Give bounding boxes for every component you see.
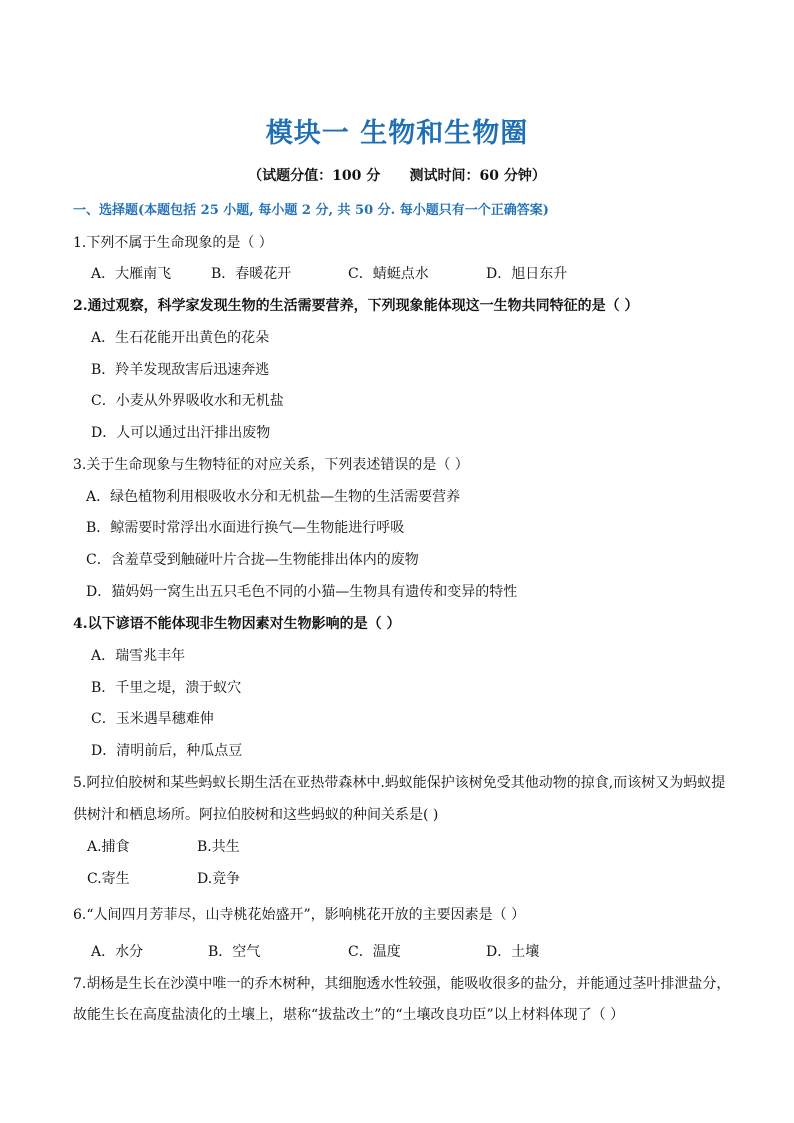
question-5-option-c: C.寄生 <box>87 871 130 887</box>
question-6-option-a: A．水分 <box>91 944 144 960</box>
question-1-option-b: B．春暖花开 <box>211 266 292 282</box>
question-3-option-b: B．鲸需要时常浮出水面进行换气—生物能进行呼吸 <box>86 520 405 536</box>
page-title: 模块一 生物和生物圈 <box>265 118 529 149</box>
question-1-stem: 1.下列不属于生命现象的是（ ） <box>73 235 273 251</box>
question-7-stem-line-1: 7.胡杨是生长在沙漠中唯一的乔木树种，其细胞透水性较强，能吸收很多的盐分，并能通过茎叶排泄盐分， <box>73 976 731 992</box>
question-2-option-d: D．人可以通过出汗排出废物 <box>91 425 271 441</box>
question-4-option-a: A．瑞雪兆丰年 <box>91 648 186 664</box>
question-5-option-b: B.共生 <box>197 839 240 855</box>
question-6-option-c: C．温度 <box>348 944 401 960</box>
question-3-stem: 3.关于生命现象与生物特征的对应关系，下列表述错误的是（ ） <box>73 457 469 473</box>
question-6-stem: 6.“人间四月芳菲尽，山寺桃花始盛开”，影响桃花开放的主要因素是（ ） <box>73 907 526 923</box>
question-5-option-a: A.捕食 <box>87 839 130 855</box>
question-3-option-d: D．猫妈妈一窝生出五只毛色不同的小猫—生物具有遗传和变异的特性 <box>86 584 518 600</box>
question-7-stem-line-2: 故能生长在高度盐渍化的土壤上，堪称“拔盐改土”的“土壤改良功臣”以上材料体现了（ ） <box>73 1007 625 1023</box>
question-4-option-b: B．千里之堤，溃于蚁穴 <box>91 680 242 696</box>
question-3-option-c: C．含羞草受到触碰叶片合拢—生物能排出体内的废物 <box>86 552 419 568</box>
question-6-option-b: B．空气 <box>208 944 261 960</box>
question-1-option-a: A．大雁南飞 <box>91 266 172 282</box>
question-6-option-d: D．土壤 <box>486 944 540 960</box>
question-3-option-a: A．绿色植物利用根吸收水分和无机盐—生物的生活需要营养 <box>86 489 461 505</box>
question-4-option-c: C．玉米遇旱穗难伸 <box>91 711 214 727</box>
exam-info: （试题分值：100 分 测试时间：60 分钟） <box>248 168 546 184</box>
question-2-option-b: B．羚羊发现敌害后迅速奔逃 <box>91 362 270 378</box>
question-2-stem: 2.通过观察，科学家发现生物的生活需要营养，下列现象能体现这一生物共同特征的是（ ） <box>73 298 639 314</box>
question-5-stem-line-2: 供树汁和栖息场所。阿拉伯胶树和这些蚂蚁的种间关系是( ) <box>73 807 439 823</box>
question-1-option-c: C．蜻蜓点水 <box>348 266 429 282</box>
question-4-stem: 4.以下谚语不能体现非生物因素对生物影响的是（ ） <box>73 616 401 632</box>
question-5-stem-line-1: 5.阿拉伯胶树和某些蚂蚁长期生活在亚热带森林中.蚂蚁能保护该树免受其他动物的掠食,而该树又为蚂蚁提 <box>73 775 726 791</box>
section-heading: 一、选择题(本题包括 25 小题, 每小题 2 分, 共 50 分. 每小题只有一个正确答案) <box>73 203 549 218</box>
question-1-option-d: D．旭日东升 <box>486 266 568 282</box>
question-2-option-c: C．小麦从外界吸收水和无机盐 <box>91 393 284 409</box>
question-5-option-d: D.竞争 <box>197 871 241 887</box>
question-4-option-d: D．清明前后，种瓜点豆 <box>91 743 243 759</box>
question-2-option-a: A．生石花能开出黄色的花朵 <box>91 330 270 346</box>
